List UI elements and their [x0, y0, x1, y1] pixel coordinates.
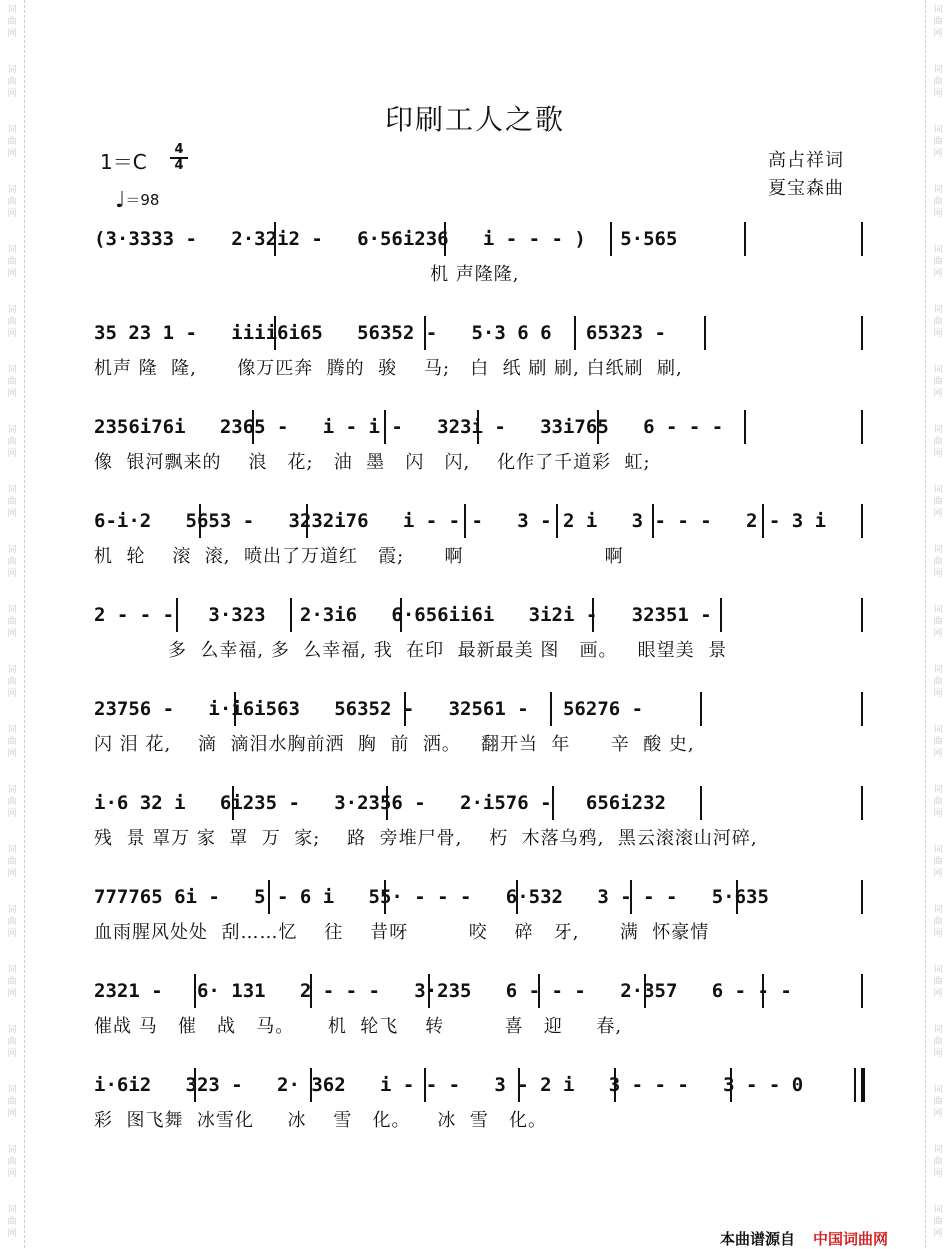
watermark-text: 词 曲 网: [7, 65, 17, 99]
watermark-text: 词 曲 网: [933, 965, 943, 999]
watermark-text: 词 曲 网: [933, 485, 943, 519]
composer-credit: 夏宝森曲: [768, 178, 844, 199]
watermark-text: 词 曲 网: [933, 725, 943, 759]
watermark-text: 词 曲 网: [933, 845, 943, 879]
watermark-text: 词 曲 网: [7, 5, 17, 39]
right-watermark-strip: [925, 0, 950, 1248]
watermark-text: 词 曲 网: [933, 1205, 943, 1239]
watermark-text: 词 曲 网: [933, 245, 943, 279]
watermark-text: 词 曲 网: [7, 1085, 17, 1119]
watermark-text: 词 曲 网: [933, 125, 943, 159]
time-signature-top: 4: [174, 142, 184, 157]
quarter-note-icon: ♩: [115, 188, 126, 213]
source-footer: [720, 1228, 888, 1249]
notation-line: 2321 - 6· 131 2 - - - 3·235 6 - - - 2·357 6 - - -: [94, 980, 792, 1002]
notation-line: 2 - - - 3·323 2·3i6 6·656ii6i 3i2i - 32351 -: [94, 604, 712, 626]
watermark-text: 词 曲 网: [7, 245, 17, 279]
lyrics-line: 彩 图飞舞 冰雪化 冰 雪 化。 冰 雪 化。: [94, 1110, 548, 1131]
watermark-text: 词 曲 网: [7, 125, 17, 159]
notation-line: 35 23 1 - iiii6i65 56352 - 5·3 6 6 65323 -: [94, 322, 666, 344]
notation-line: 6-i·2 5653 - 3232i76 i - - - 3 - 2 i 3 - - - 2 - 3 i: [94, 510, 827, 532]
watermark-text: 词 曲 网: [7, 425, 17, 459]
lyrics-line: 机声 隆 隆, 像万匹奔 腾的 骏 马; 白 纸 刷 刷, 白纸刷 刷,: [94, 358, 683, 379]
key-signature: 1＝C: [100, 150, 147, 174]
watermark-text: 词 曲 网: [7, 1205, 17, 1239]
watermark-text: 词 曲 网: [7, 605, 17, 639]
watermark-text: 词 曲 网: [7, 185, 17, 219]
lyrics-line: 多 么幸福, 多 么幸福, 我 在印 最新最美 图 画。 眼望美 景: [94, 640, 728, 661]
watermark-text: 词 曲 网: [7, 365, 17, 399]
watermark-text: 词 曲 网: [7, 1145, 17, 1179]
watermark-text: 词 曲 网: [7, 845, 17, 879]
watermark-text: 词 曲 网: [933, 65, 943, 99]
notation-line: i·6i2 323 - 2· 362 i - - - 3 - 2 i 3 - - - 3 - - 0: [94, 1074, 804, 1096]
watermark-text: 词 曲 网: [933, 1025, 943, 1059]
watermark-text: 词 曲 网: [933, 785, 943, 819]
watermark-text: 词 曲 网: [933, 1145, 943, 1179]
watermark-text: 词 曲 网: [933, 1085, 943, 1119]
watermark-text: 词 曲 网: [7, 905, 17, 939]
notation-line: 2356i76i 2365 - i - i - 323i - 33i765 6 - - -: [94, 416, 724, 438]
notation-line: 777765 6i - 5 - 6 i 55· - - - 6·532 3 - - - 5·635: [94, 886, 769, 908]
watermark-text: 词 曲 网: [7, 545, 17, 579]
song-title: 印刷工人之歌: [384, 103, 565, 136]
watermark-text: 词 曲 网: [933, 605, 943, 639]
watermark-text: 词 曲 网: [7, 305, 17, 339]
site-name-link[interactable]: 中国词曲网: [813, 1230, 889, 1248]
time-signature-bottom: 4: [174, 158, 184, 173]
watermark-text: 词 曲 网: [7, 785, 17, 819]
lyrics-line: 残 景 罩万 家 罩 万 家; 路 旁堆尸骨, 朽 木落乌鸦, 黑云滚滚山河碎,: [94, 828, 758, 849]
lyrics-line: 血雨腥风处处 刮……忆 往 昔呀 咬 碎 牙, 满 怀豪情: [94, 922, 710, 943]
lyricist-credit: 高占祥词: [768, 150, 844, 171]
time-signature: [170, 144, 188, 172]
watermark-text: 词 曲 网: [933, 5, 943, 39]
watermark-text: 词 曲 网: [933, 425, 943, 459]
watermark-text: 词 曲 网: [7, 965, 17, 999]
lyrics-line: 像 银河飘来的 浪 花; 油 墨 闪 闪, 化作了千道彩 虹;: [94, 452, 651, 473]
left-watermark-strip: [0, 0, 25, 1248]
watermark-text: 词 曲 网: [933, 665, 943, 699]
tempo-marking: [115, 188, 159, 213]
lyrics-line: 催战 马 催 战 马。 机 轮飞 转 喜 迎 春,: [94, 1016, 623, 1037]
tempo-value: ＝98: [125, 191, 160, 209]
watermark-text: 词 曲 网: [7, 485, 17, 519]
notation-line: 23756 - i·i6i563 56352 - 32561 - 56276 -: [94, 698, 644, 720]
lyrics-line: 机 轮 滚 滚, 喷出了万道红 霞; 啊 啊: [94, 546, 624, 567]
watermark-text: 词 曲 网: [7, 725, 17, 759]
watermark-text: 词 曲 网: [933, 365, 943, 399]
source-label: 本曲谱源自: [720, 1230, 796, 1248]
watermark-text: 词 曲 网: [933, 545, 943, 579]
watermark-text: 词 曲 网: [933, 305, 943, 339]
watermark-text: 词 曲 网: [933, 185, 943, 219]
watermark-text: 词 曲 网: [933, 905, 943, 939]
lyrics-line: 闪 泪 花, 滴 滴泪水胸前洒 胸 前 洒。 翻开当 年 辛 酸 史,: [94, 734, 695, 755]
notation-line: i·6 32 i 6i235 - 3·2356 - 2·i576 - 656i232: [94, 792, 666, 814]
watermark-text: 词 曲 网: [7, 665, 17, 699]
notation-line: (3·3333 - 2·32i2 - 6·56i236 i - - - ) 5·565: [94, 228, 678, 250]
lyrics-line: 机 声隆隆,: [94, 264, 520, 285]
watermark-text: 词 曲 网: [7, 1025, 17, 1059]
